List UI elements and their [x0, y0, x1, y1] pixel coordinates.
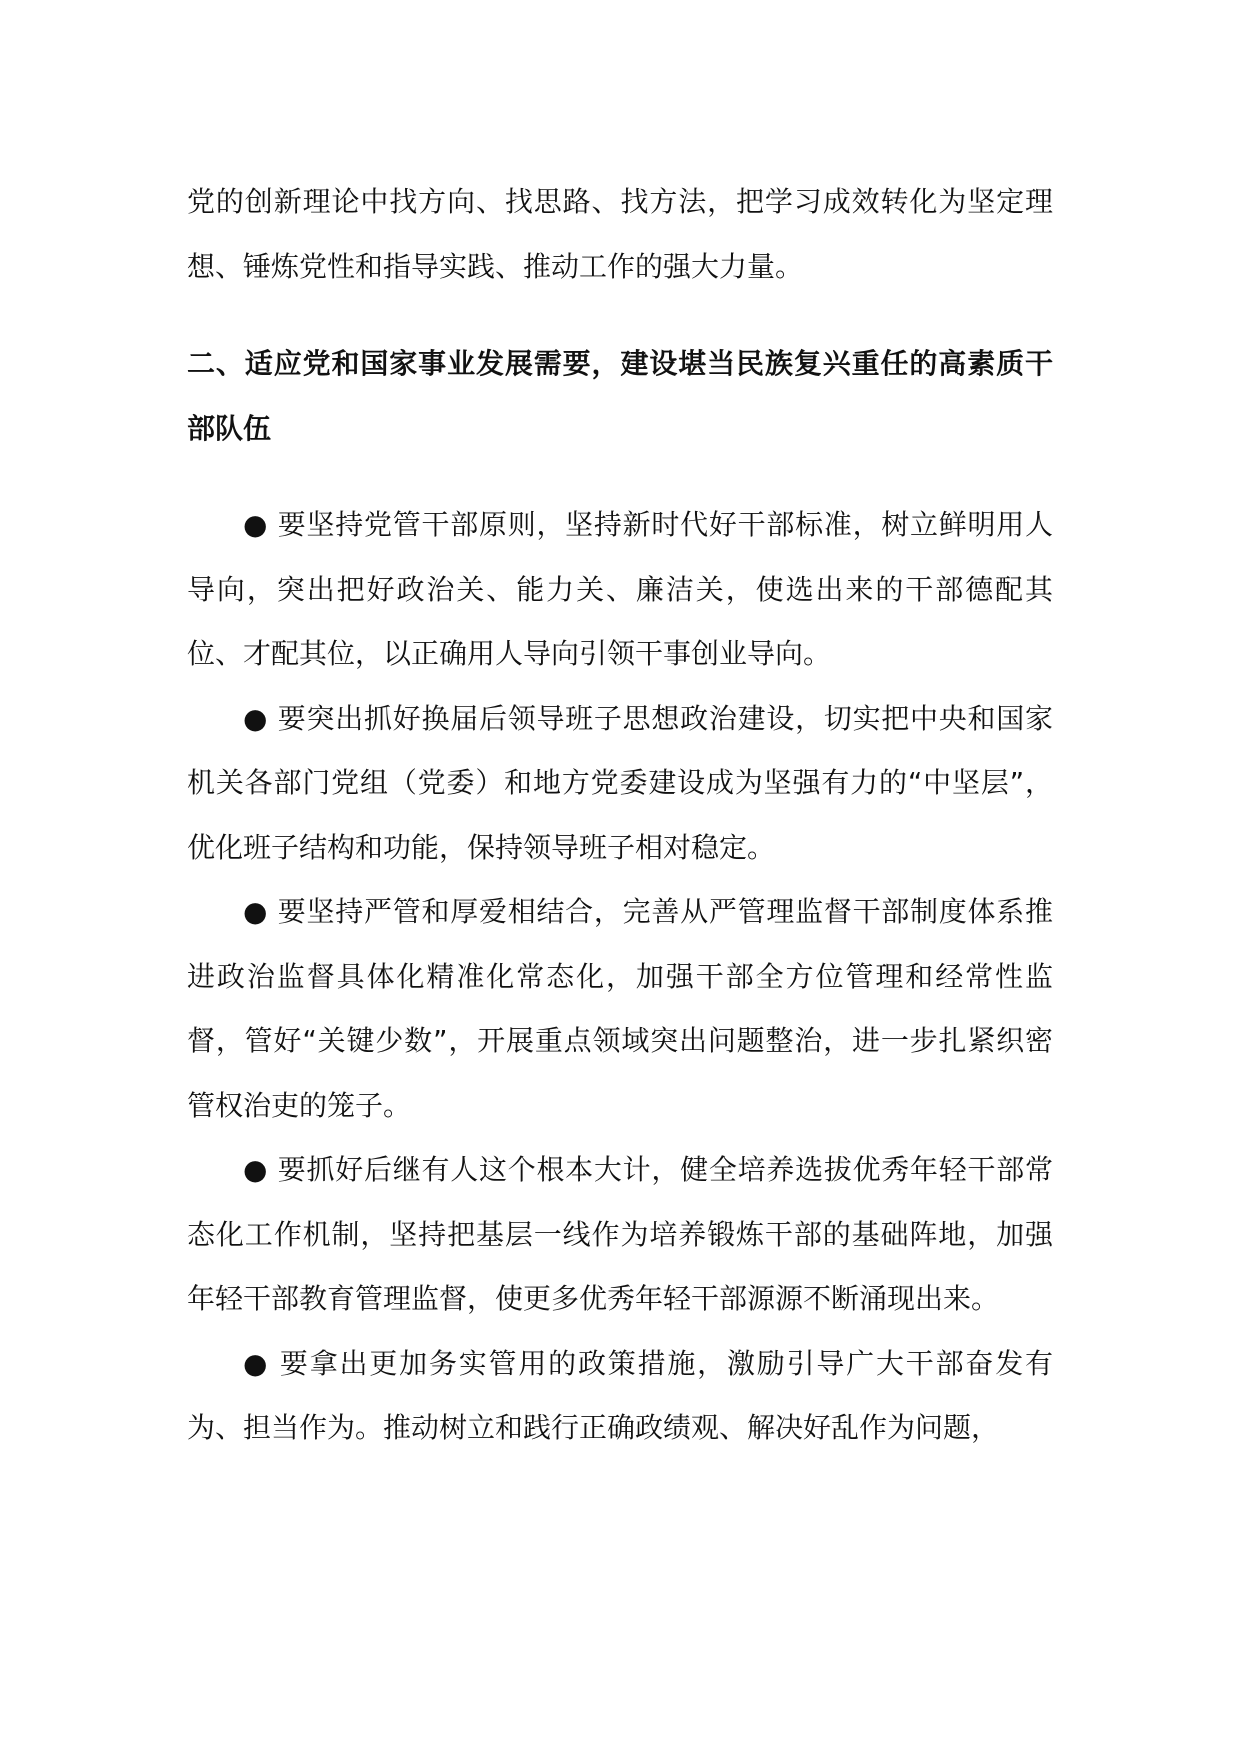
bullet-paragraph-leadership-building: ● 要突出抓好换届后领导班子思想政治建设，切实把中央和国家机关各部门党组（党委）和地方党委建设成为坚强有力的“中坚层”，优化班子结构和功能，保持领导班子相对稳定。 — [187, 701, 1053, 864]
section-heading: 二、适应党和国家事业发展需要，建设堪当民族复兴重任的高素质干部队伍 — [187, 347, 1053, 445]
intro-paragraph: 党的创新理论中找方向、找思路、找方法，把学习成效转化为坚定理想、锤炼党性和指导实践、推动工作的强大力量。 — [187, 185, 1053, 283]
bullet-paragraph-cadre-principles: ● 要坚持党管干部原则，坚持新时代好干部标准，树立鲜明用人导向，突出把好政治关、能力关、廉洁关，使选出来的干部德配其位、才配其位，以正确用人导向引领干事创业导向。 — [187, 508, 1053, 670]
bullet-paragraph-strict-management: ● 要坚持严管和厚爱相结合，完善从严管理监督干部制度体系推进政治监督具体化精准化常态化，加强干部全方位管理和经常性监督，管好“关键少数”，开展重点领域突出问题整治，进一步扎紧织密管权治吏的笼子。 — [187, 895, 1053, 1122]
document-body — [187, 170, 1053, 1461]
bullet-paragraph-policy-measures: ● 要拿出更加务实管用的政策措施，激励引导广大干部奋发有为、担当作为。推动树立和践行正确政绩观、解决好乱作为问题， — [187, 1346, 1053, 1444]
bullet-paragraph-young-cadres: ● 要抓好后继有人这个根本大计，健全培养选拔优秀年轻干部常态化工作机制，坚持把基层一线作为培养锻炼干部的基础阵地，加强年轻干部教育管理监督，使更多优秀年轻干部源源不断涌现出来。 — [187, 1153, 1053, 1315]
